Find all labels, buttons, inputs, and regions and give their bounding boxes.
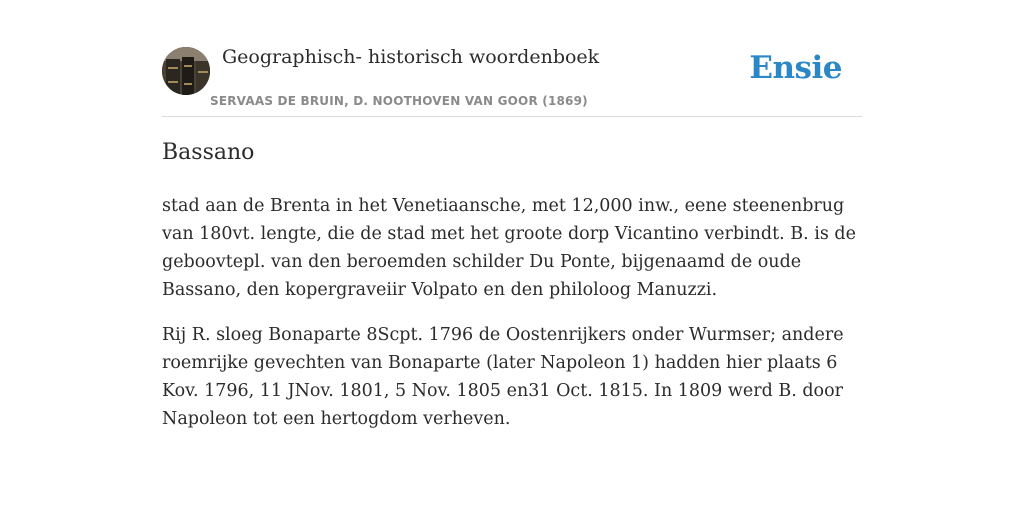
entry-title: Bassano	[162, 140, 255, 165]
entry-paragraph: stad aan de Brenta in het Venetiaansche, met 12,000 inw., eene steenenbrug van 180vt. lengte, die de stad met het groote dorp Vicantino verbindt. B. is de geboovtepl. van den beroemden schilder Du Ponte, bijgenaamd de oude Bassano, den kopergraveiir Volpato en den philoloog Manuzzi.	[162, 196, 856, 300]
entry-body	[162, 192, 862, 450]
ensie-logo[interactable]: Ensie	[749, 50, 842, 86]
book-cover-icon[interactable]	[162, 47, 210, 95]
book-title[interactable]: Geographisch- historisch woordenboek	[222, 46, 600, 68]
entry-paragraph: Rij R. sloeg Bonaparte 8Scpt. 1796 de Oostenrijkers onder Wurmser; andere roemrijke gevechten van Bonaparte (later Napoleon 1) hadden hier plaats 6 Kov. 1796, 11 JNov. 1801, 5 Nov. 1805 en31 Oct. 1815. In 1809 werd B. door Napoleon tot een hertogdom verheven.	[162, 325, 844, 429]
book-authors: SERVAAS DE BRUIN, D. NOOTHOVEN VAN GOOR (1869)	[210, 94, 588, 108]
book-header	[162, 40, 862, 117]
